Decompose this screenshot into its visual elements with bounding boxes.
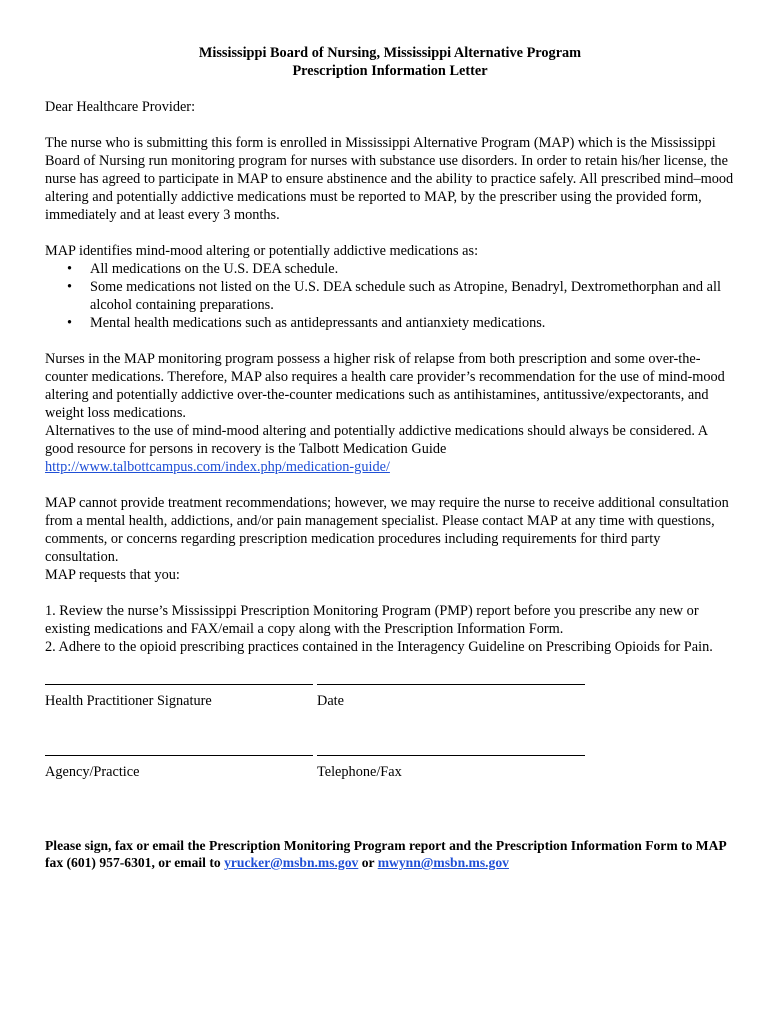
talbott-link-line — [45, 458, 735, 476]
request-item-2: 2. Adhere to the opioid prescribing practices contained in the Interagency Guideline on Prescribing Opioids for Pain. — [45, 639, 713, 655]
footer-instructions — [45, 837, 735, 871]
agency-practice-label: Agency/Practice — [45, 764, 140, 780]
identifies-lead: MAP identifies mind-mood altering or potentially addictive medications as: — [45, 243, 479, 259]
signature-line[interactable] — [45, 674, 313, 685]
telephone-line[interactable] — [317, 745, 585, 756]
title-line-1: Mississippi Board of Nursing, Mississippi Alternative Program — [198, 45, 582, 61]
greeting: Dear Healthcare Provider: — [45, 99, 196, 115]
date-field[interactable] — [317, 674, 585, 710]
footer-joiner: or — [358, 855, 378, 870]
identifies-section — [45, 242, 735, 332]
consultation-paragraph: MAP cannot provide treatment recommendations; however, we may require the nurse to receive additional consultation from a mental health, addictions, and/or pain management specialist. Please contact MAP at any time with questions, comments, or concerns regarding prescription medication procedures including requirements for third party consultation. — [45, 495, 729, 565]
list-item-text: All medications on the U.S. DEA schedule. — [90, 261, 339, 277]
email-link-yrucker[interactable]: yrucker@msbn.ms.gov — [224, 855, 359, 870]
letter-title — [45, 44, 735, 80]
list-item-text: Some medications not listed on the U.S. DEA schedule such as Atropine, Benadryl, Dextromethorphan and all alcohol containing preparations. — [90, 279, 721, 313]
talbott-medication-guide-link[interactable]: http://www.talbottcampus.com/index.php/medication-guide/ — [45, 459, 390, 475]
email-link-mwynn[interactable]: mwynn@msbn.ms.gov — [377, 855, 509, 870]
date-label: Date — [317, 693, 344, 709]
telephone-fax-field[interactable] — [317, 745, 585, 781]
risk-section — [45, 350, 735, 476]
telephone-fax-label: Telephone/Fax — [317, 764, 402, 780]
letter-page — [45, 44, 735, 871]
practitioner-signature-label: Health Practitioner Signature — [45, 693, 212, 709]
bullet-icon: • — [67, 261, 73, 277]
list-item — [45, 278, 735, 314]
footer-text: Please sign, fax or email the Prescription Monitoring Program report and the Prescription Information Form to MAP fax (601) 957-6301, or email to — [45, 838, 726, 870]
list-item — [45, 314, 735, 332]
practitioner-signature-field[interactable] — [45, 674, 313, 710]
medication-list — [45, 260, 735, 332]
consultation-section — [45, 494, 735, 584]
risk-paragraph: Nurses in the MAP monitoring program possess a higher risk of relapse from both prescription and some over-the-counter medications. Therefore, MAP also requires a health care provider’s recommendation for the use of mind-mood altering and potentially addictive over-the-counter medications such as antihistamines, antitussive/expectorants, and weight loss medications. — [45, 351, 725, 421]
signature-row-1 — [45, 674, 735, 710]
requests-lead: MAP requests that you: — [45, 567, 180, 583]
agency-line[interactable] — [45, 745, 313, 756]
request-item-1: 1. Review the nurse’s Mississippi Prescription Monitoring Program (PMP) report before you prescribe any new or existing medications and FAX/email a copy along with the Prescription Information Form. — [45, 603, 699, 637]
bullet-icon: • — [67, 315, 73, 331]
list-item-text: Mental health medications such as antidepressants and antianxiety medications. — [90, 315, 546, 331]
list-item — [45, 260, 735, 278]
title-line-2: Prescription Information Letter — [292, 63, 488, 79]
agency-practice-field[interactable] — [45, 745, 313, 781]
date-line[interactable] — [317, 674, 585, 685]
intro-paragraph: The nurse who is submitting this form is enrolled in Mississippi Alternative Program (MAP) which is the Mississippi Board of Nursing run monitoring program for nurses with substance use disorders. In order to retain his/her license, the nurse has agreed to participate in MAP to ensure abstinence and the ability to practice safely. All prescribed mind–mood altering and potentially addictive medications must be reported to MAP, by the prescriber using the provided form, immediately and at least every 3 months. — [45, 135, 734, 223]
alternatives-paragraph: Alternatives to the use of mind-mood altering and potentially addictive medications should always be considered. A good resource for persons in recovery is the Talbott Medication Guide — [45, 423, 708, 457]
signature-row-2 — [45, 745, 735, 781]
bullet-icon: • — [67, 279, 73, 295]
requests-section — [45, 602, 735, 656]
